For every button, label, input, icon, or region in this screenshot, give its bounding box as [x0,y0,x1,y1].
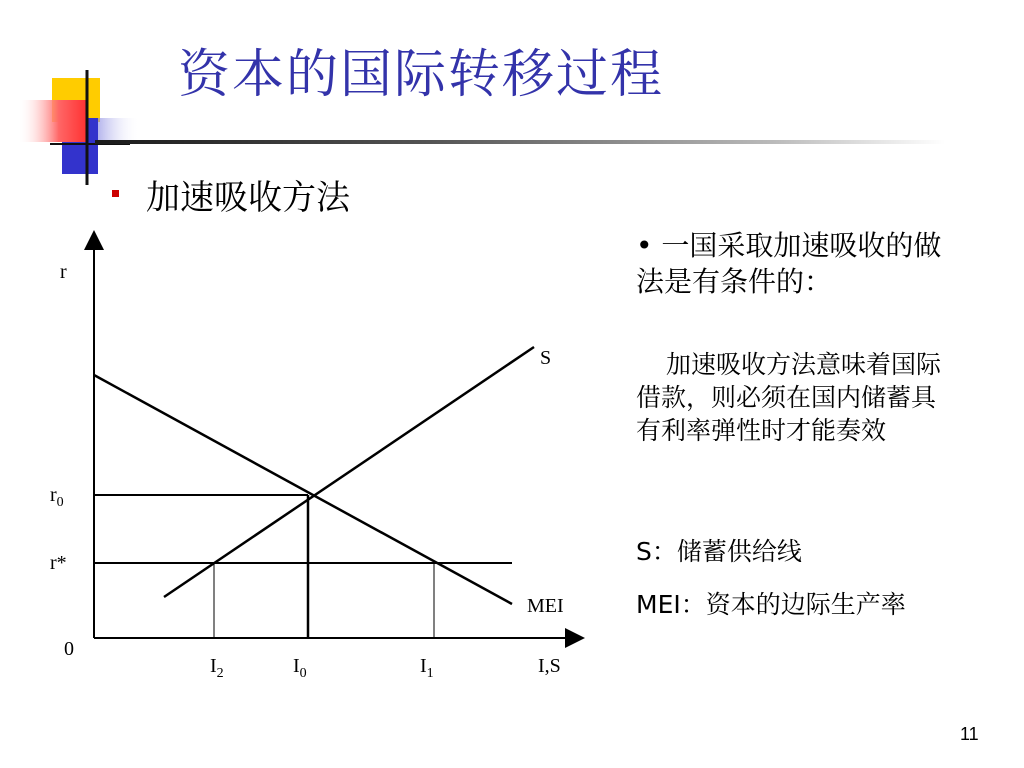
rstar-label: r* [50,552,67,574]
origin-label: 0 [64,638,74,660]
slide-title: 资本的国际转移过程 [178,45,665,105]
x-axis-label: I,S [538,655,561,677]
mei-curve [94,375,512,604]
slide-subtitle: 加速吸收方法 [146,178,350,218]
y-axis-label: r [60,261,67,283]
mei-curve-label: MEI [527,595,564,617]
i1-label: $I_1$ [420,655,434,681]
slide-decoration [0,60,140,190]
i2-label: $I_2$ [210,655,224,681]
i0-label: $I_0$ [293,655,307,681]
bullet-marker [112,190,119,197]
condition-text: • 一国采取加速吸收的做法是有条件的： [636,229,942,298]
legend-mei: MEI：资本的边际生产率 [636,590,906,619]
r0-label: $r_0$ [50,484,64,510]
title-underline [95,140,945,144]
page-number: 11 [960,724,979,744]
explanation-text: 加速吸收方法意味着国际借款，则必须在国内储蓄具有利率弹性时才能奏效 [636,350,942,445]
legend-s: S：储蓄供给线 [636,537,802,566]
supply-mei-graph [30,230,590,690]
s-curve-label: S [540,347,552,369]
s-curve [164,347,534,597]
